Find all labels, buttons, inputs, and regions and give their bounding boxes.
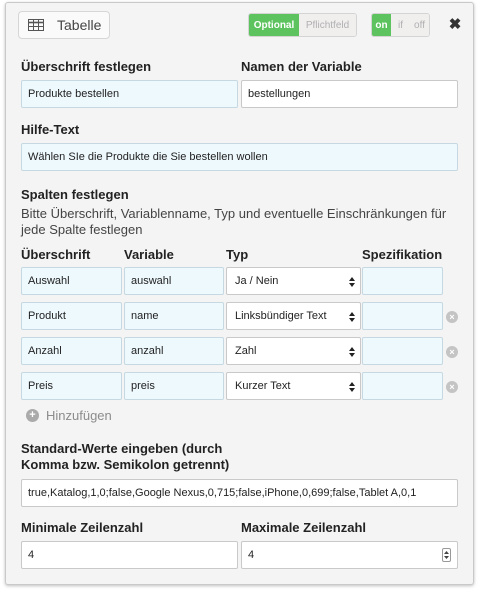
row-heading-input[interactable]: Preis: [21, 372, 122, 400]
state-toggle: [371, 13, 430, 37]
select-arrows-icon: [349, 381, 355, 393]
field-type-label: Tabelle: [57, 17, 102, 33]
row-heading-input[interactable]: Produkt: [21, 302, 122, 330]
row-type-value: Kurzer Text: [235, 380, 291, 392]
max-rows-label: Maximale Zeilenzahl: [241, 520, 366, 535]
row-spec-input[interactable]: [362, 267, 443, 295]
row-spec-input[interactable]: [362, 302, 443, 330]
toggle-required[interactable]: Pflichtfeld: [299, 14, 356, 36]
editor-toolbar: [6, 3, 473, 47]
row-variable-input[interactable]: auswahl: [124, 267, 224, 295]
columns-label: Spalten festlegen: [21, 187, 129, 202]
row-type-value: Ja / Nein: [235, 275, 279, 287]
row-variable-input[interactable]: anzahl: [124, 337, 224, 365]
heading-input[interactable]: Produkte bestellen: [21, 80, 238, 108]
variable-name-input[interactable]: bestellungen: [241, 80, 458, 108]
row-type-value: Linksbündiger Text: [235, 310, 327, 322]
min-rows-input[interactable]: 4: [21, 541, 238, 569]
columns-description: Bitte Überschrift, Variablenname, Typ und eventuelle Einschränkungen für jede Spalte festlegen: [21, 206, 447, 237]
table-icon: [27, 18, 45, 32]
defaults-input[interactable]: true,Katalog,1,0;false,Google Nexus,0,715;false,iPhone,0,699;false,Tablet A,0,1: [21, 479, 458, 507]
row-type-select[interactable]: [226, 267, 361, 295]
table-field-editor: [5, 2, 474, 585]
row-type-value: Zahl: [235, 345, 257, 357]
row-type-select[interactable]: [226, 372, 361, 400]
max-rows-input[interactable]: [241, 541, 458, 569]
row-spec-input[interactable]: [362, 372, 443, 400]
row-variable-input[interactable]: preis: [124, 372, 224, 400]
help-text-label: Hilfe-Text: [21, 122, 80, 137]
toggle-off[interactable]: off: [410, 14, 429, 36]
row-type-select[interactable]: [226, 337, 361, 365]
col-header-variable: Variable: [124, 247, 174, 262]
plus-circle-icon: +: [26, 409, 39, 422]
requirement-toggle: [248, 13, 357, 37]
col-header-heading: Überschrift: [21, 247, 91, 262]
field-type-badge[interactable]: [18, 11, 110, 39]
help-text-input[interactable]: Wählen SIe die Produkte die Sie bestellen wollen: [21, 143, 458, 171]
select-arrows-icon: [349, 276, 355, 288]
select-arrows-icon: [349, 346, 355, 358]
defaults-label: Standard-Werte eingeben (durch Komma bzw. Semikolon getrennt): [21, 441, 230, 472]
toggle-if[interactable]: if: [391, 14, 410, 36]
variable-name-label: Namen der Variable: [241, 59, 362, 74]
row-heading-input[interactable]: Anzahl: [21, 337, 122, 365]
add-column-button[interactable]: [26, 408, 112, 423]
min-rows-label: Minimale Zeilenzahl: [21, 520, 144, 535]
stepper-icon[interactable]: [442, 548, 451, 562]
row-heading-input[interactable]: Auswahl: [21, 267, 122, 295]
add-column-label: Hinzufügen: [46, 408, 112, 423]
row-spec-input[interactable]: [362, 337, 443, 365]
remove-row-icon[interactable]: ×: [446, 381, 458, 393]
row-variable-input[interactable]: name: [124, 302, 224, 330]
toggle-on[interactable]: on: [372, 14, 391, 36]
max-rows-value: 4: [248, 549, 255, 561]
row-type-select[interactable]: [226, 302, 361, 330]
select-arrows-icon: [349, 311, 355, 323]
toggle-optional[interactable]: Optional: [249, 14, 299, 36]
heading-label: Überschrift festlegen: [21, 59, 152, 74]
close-icon[interactable]: ✖: [448, 16, 462, 33]
remove-row-icon[interactable]: ×: [446, 311, 458, 323]
col-header-type: Typ: [226, 247, 249, 262]
remove-row-icon[interactable]: ×: [446, 346, 458, 358]
col-header-spec: Spezifikation: [362, 247, 443, 262]
